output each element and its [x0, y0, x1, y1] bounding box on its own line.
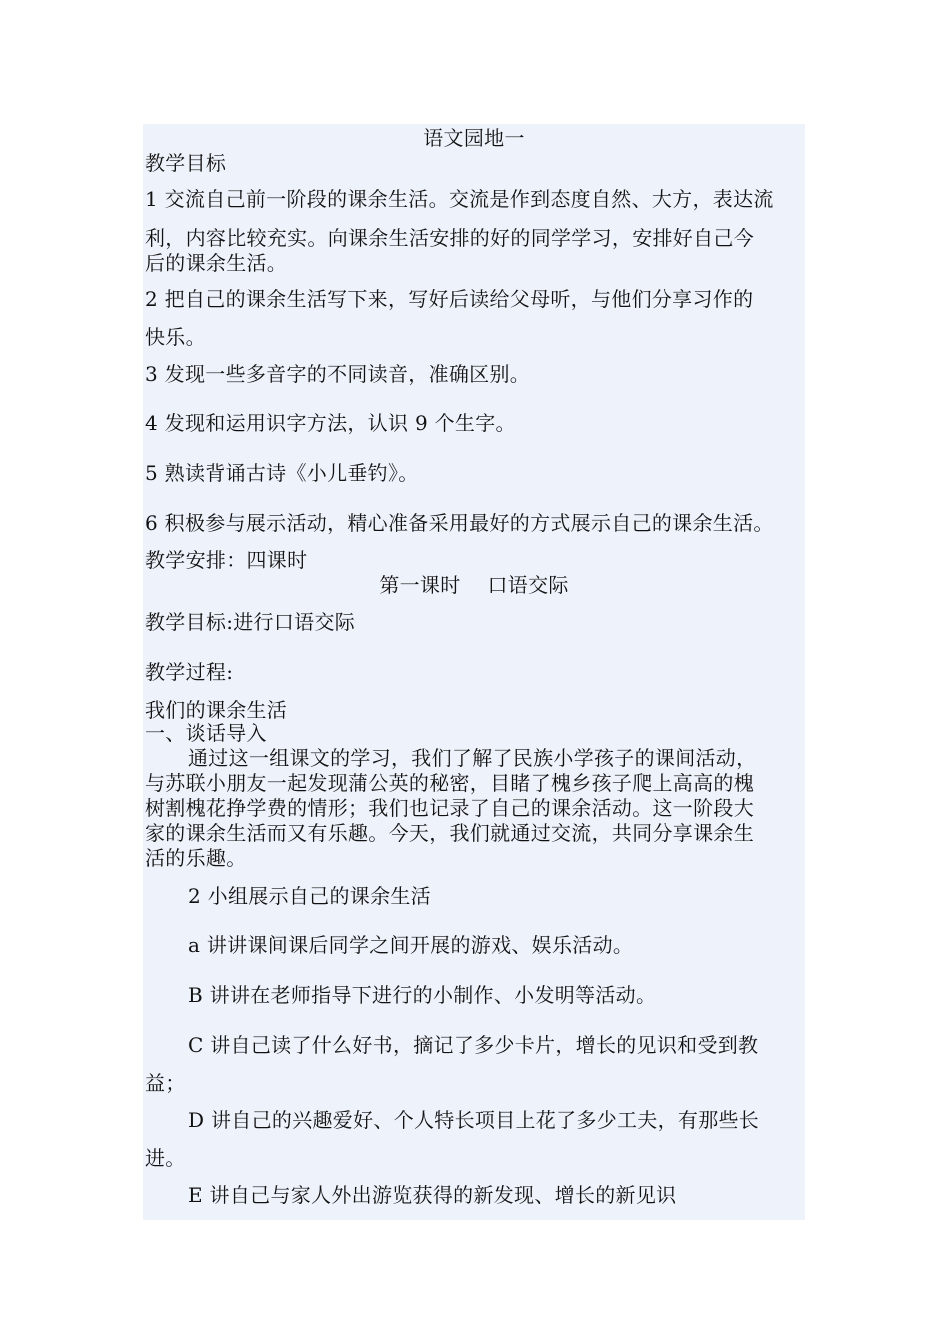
- list-item: D 讲自己的兴趣爱好、个人特长项目上花了多少工夫，有那些长: [188, 1108, 760, 1132]
- paragraph-line: 树割槐花挣学费的情形；我们也记录了自己的课余活动。这一阶段大: [145, 796, 754, 820]
- objective-line: 利，内容比较充实。向课余生活安排的好的同学学习，安排好自己今: [145, 226, 754, 250]
- lesson-title: 第一课时 口语交际: [379, 573, 569, 597]
- paragraph-line: 活的乐趣。: [145, 846, 247, 870]
- objective-line: 5 熟读背诵古诗《小儿垂钓》。: [145, 461, 419, 485]
- objective-line: 4 发现和运用识字方法，认识 9 个生字。: [145, 411, 516, 435]
- objective-line: 快乐。: [145, 325, 206, 349]
- paragraph-line: 通过这一组课文的学习，我们了解了民族小学孩子的课间活动，: [188, 746, 757, 770]
- paragraph-line: 家的课余生活而又有乐趣。今天，我们就通过交流，共同分享课余生: [145, 821, 754, 845]
- section-heading: 一、谈话导入: [145, 721, 267, 745]
- paragraph-line: 与苏联小朋友一起发现蒲公英的秘密，目睹了槐乡孩子爬上高高的槐: [145, 771, 754, 795]
- schedule-text: 教学安排：四课时: [145, 548, 308, 572]
- list-item-continuation: 益；: [145, 1071, 186, 1095]
- list-item: a 讲讲课间课后同学之间开展的游戏、娱乐活动。: [188, 933, 634, 957]
- lesson-objective: 教学目标:进行口语交际: [145, 610, 356, 634]
- process-heading: 教学过程:: [145, 660, 234, 684]
- objective-line: 6 积极参与展示活动，精心准备采用最好的方式展示自己的课余生活。: [145, 511, 774, 535]
- list-item: C 讲自己读了什么好书，摘记了多少卡片，增长的见识和受到教: [188, 1033, 759, 1057]
- list-item: B 讲讲在老师指导下进行的小制作、小发明等活动。: [188, 983, 657, 1007]
- document-title: 语文园地一: [423, 126, 525, 150]
- objective-line: 3 发现一些多音字的不同读音，准确区别。: [145, 362, 531, 386]
- objective-line: 2 把自己的课余生活写下来，写好后读给父母听，与他们分享习作的: [145, 287, 754, 311]
- objectives-heading: 教学目标: [145, 151, 227, 175]
- step-heading: 2 小组展示自己的课余生活: [188, 884, 431, 908]
- list-item: E 讲自己与家人外出游览获得的新发现、增长的新见识: [188, 1183, 677, 1207]
- objective-line: 1 交流自己前一阶段的课余生活。交流是作到态度自然、大方，表达流: [145, 187, 774, 211]
- topic-heading: 我们的课余生活: [145, 698, 288, 722]
- objective-line: 后的课余生活。: [145, 251, 288, 275]
- list-item-continuation: 进。: [145, 1146, 186, 1170]
